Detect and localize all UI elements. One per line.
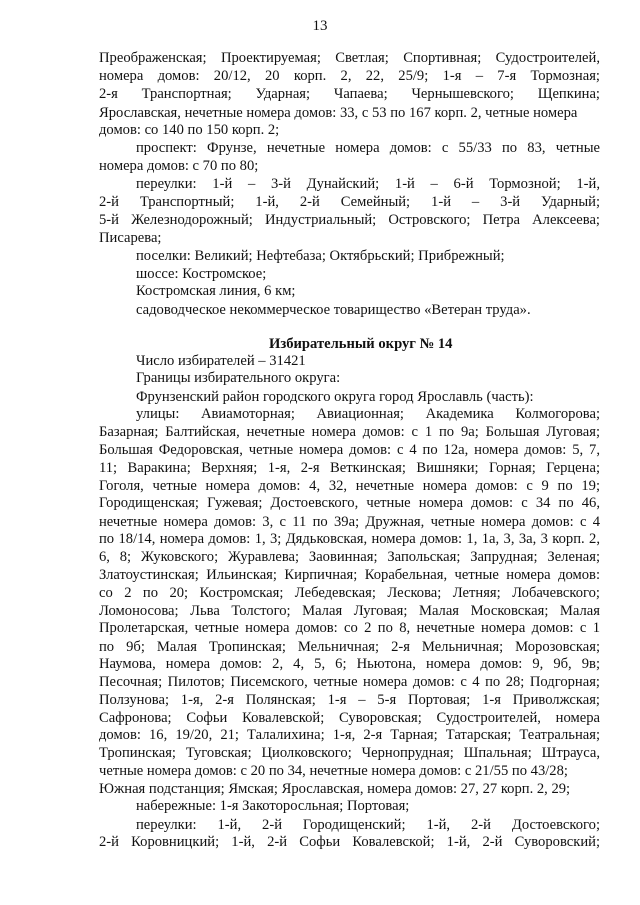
text-line <box>0 120 640 140</box>
text-line-content: со 2 по 20; Костромская; Лебедевская; Лескова; Летняя; Лобачевского; <box>99 585 600 601</box>
text-line-content: 5-й Железнодорожный; Индустриальный; Островского; Петра Алексеева; <box>99 212 600 228</box>
text-line-content: Гоголя, четные номера домов: 4, 32, нечетные номера домов: с 9 по 19; <box>99 478 600 494</box>
text-line <box>0 192 640 212</box>
text-line <box>0 654 640 674</box>
text-line <box>0 66 640 86</box>
text-line <box>0 246 640 266</box>
text-line-content: шоссе: Костромское; <box>136 266 267 282</box>
text-line-content: переулки: 1-й – 3-й Дунайский; 1-й – 6-й Тормозной; 1-й, <box>136 176 600 192</box>
text-line <box>0 796 640 816</box>
text-line-content: Тропинская; Туговская; Циолковского; Чернопрудная; Шпальная; Штрауса, <box>99 745 600 761</box>
text-line-content: 2-й Коровницкий; 1-й, 2-й Софьи Ковалевской; 1-й, 2-й Суворовский; <box>99 834 600 850</box>
text-line-content: Ломоносова; Льва Толстого; Малая Луговая; Малая Московская; Малая <box>99 603 600 619</box>
text-line-content: переулки: 1-й, 2-й Городищенский; 1-й, 2-й Достоевского; <box>136 817 600 833</box>
text-line-content: 11; Варакина; Верхняя; 1-я, 2-я Веткинская; Вишняки; Горная; Герцена; <box>99 460 600 476</box>
text-line-content: улицы: Авиамоторная; Авиационная; Академика Колмогорова; <box>136 406 600 422</box>
text-line-content: поселки: Великий; Нефтебаза; Октябрьский; Прибрежный; <box>136 248 505 264</box>
text-line-content: Костромская линия, 6 км; <box>136 283 296 299</box>
text-line <box>0 458 640 478</box>
text-line-content: садоводческое некоммерческое товарищество «Ветеран труда». <box>136 302 531 318</box>
text-line-content: домов: 16, 19/20, 21; Талалихина; 1-я, 2-я Тарная; Татарская; Театральная; <box>99 727 600 743</box>
text-line-content: 6, 8; Жуковского; Журавлева; Заовинная; Запольская; Запрудная; Зеленая; <box>99 549 600 565</box>
text-line <box>0 725 640 745</box>
text-line-content: Южная подстанция; Ямская; Ярославская, номера домов: 27, 27 корп. 2, 29; <box>99 781 571 797</box>
text-line <box>0 138 640 158</box>
text-line-content: домов: со 140 по 150 корп. 2; <box>99 122 280 138</box>
text-line-content: Писарева; <box>99 230 162 246</box>
text-line-content: Избирательный округ № 14 <box>269 336 453 352</box>
text-line-content: четные номера домов: с 20 по 34, нечетные номера домов: с 21/55 по 43/28; <box>99 763 568 779</box>
text-line-content: проспект: Фрунзе, нечетные номера домов: с 55/33 по 83, четные <box>136 140 600 156</box>
text-line <box>0 156 640 176</box>
text-line-content: Ярославская, нечетные номера домов: 33, с 53 по 167 корп. 2, четные номера <box>99 105 578 121</box>
text-line <box>0 690 640 710</box>
text-line-content: Преображенская; Проектируемая; Светлая; Спортивная; Судостроителей, <box>99 50 600 66</box>
text-line-content: Городищенская; Гужевая; Достоевского, четные номера домов: с 34 по 46, <box>99 495 600 511</box>
text-line-content: Ползунова; 1-я, 2-я Полянская; 1-я – 5-я Портовая; 1-я Приволжская; <box>99 692 600 708</box>
text-line <box>0 493 640 513</box>
text-line <box>0 84 640 104</box>
text-line <box>0 529 640 549</box>
text-line-content: Базарная; Балтийская, нечетные номера домов: с 1 по 9а; Большая Луговая; <box>99 424 600 440</box>
text-line <box>0 618 640 638</box>
text-line <box>0 404 640 424</box>
text-line-content: по 9б; Малая Тропинская; Мельничная; 2-я Мельничная; Морозовская; <box>99 639 600 655</box>
text-line-content: Большая Федоровская, четные номера домов: с 4 по 12а, номера домов: 5, 7, <box>99 442 600 458</box>
text-line <box>0 547 640 567</box>
text-line <box>0 440 640 460</box>
text-line-content: 2-я Транспортная; Ударная; Чапаева; Чернышевского; Щепкина; <box>99 86 600 102</box>
text-line <box>0 743 640 763</box>
text-line-content: 2-й Транспортный; 1-й, 2-й Семейный; 1-й – 3-й Ударный; <box>99 194 600 210</box>
text-line-content: Наумова, номера домов: 2, 4, 5, 6; Ньютона, номера домов: 9, 9б, 9в; <box>99 656 600 672</box>
text-line-content: набережные: 1-я Закоторосльная; Портовая; <box>136 798 410 814</box>
text-line <box>0 300 640 320</box>
text-line <box>0 565 640 585</box>
text-line <box>0 583 640 603</box>
text-line-content: Фрунзенский район городского округа город Ярославль (часть): <box>136 389 534 405</box>
text-line-content: Границы избирательного округа: <box>136 370 341 386</box>
text-line-content: номера домов: 20/12, 20 корп. 2, 22, 25/9; 1-я – 7-я Тормозная; <box>99 68 600 84</box>
text-line <box>0 48 640 68</box>
text-line <box>0 210 640 230</box>
text-line <box>0 174 640 194</box>
text-line-content: нечетные номера домов: 3, с 11 по 39а; Дружная, четные номера домов: с 4 <box>99 514 600 530</box>
text-line <box>0 368 640 388</box>
text-line <box>0 228 640 248</box>
text-line <box>0 281 640 301</box>
text-line-content: Сафронова; Софьи Ковалевской; Суворовская; Судостроителей, номера <box>99 710 600 726</box>
text-line <box>0 761 640 781</box>
text-line-content: Число избирателей – 31421 <box>136 353 306 369</box>
text-line-content: Пролетарская, четные номера домов: со 2 по 8, нечетные номера домов: с 1 <box>99 620 600 636</box>
text-line <box>0 672 640 692</box>
page-number: 13 <box>312 18 328 34</box>
text-line <box>0 422 640 442</box>
text-line-content: Златоустинская; Ильинская; Кирпичная; Корабельная, четные номера домов: <box>99 567 600 583</box>
text-line-content: номера домов: с 70 по 80; <box>99 158 259 174</box>
text-line-content: Песочная; Пилотов; Писемского, четные номера домов: с 4 по 28; Подгорная; <box>99 674 600 690</box>
text-line-content: по 18/14, номера домов: 1, 3; Дядьковская, номера домов: 1, 1а, 3, 3а, 3 корп. 2, <box>99 531 600 547</box>
text-line <box>0 832 640 852</box>
